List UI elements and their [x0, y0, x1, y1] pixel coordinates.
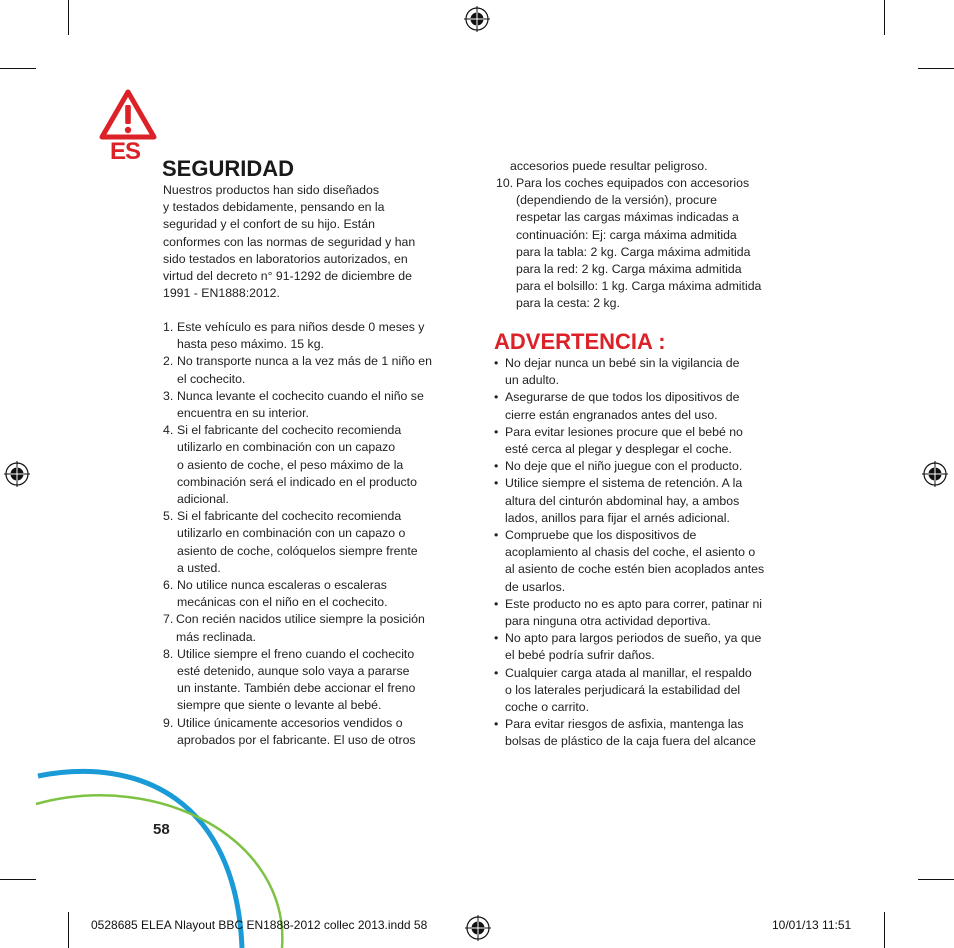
- safety-list: [163, 319, 463, 749]
- item-continuation: accesorios puede resultar peligroso.: [510, 159, 708, 173]
- item-line: mecánicas con el niño en el cochecito.: [177, 595, 388, 610]
- bullet-symbol: •: [494, 459, 499, 474]
- bullet-line: Para evitar lesiones procure que el bebé no: [505, 424, 743, 439]
- registration-mark-icon: [922, 461, 948, 487]
- item-line: utilizarlo en combinación con un capazo: [177, 440, 396, 455]
- item-line: adicional.: [177, 492, 229, 507]
- item-line: para la tabla: 2 kg. Carga máxima admitida: [516, 244, 751, 259]
- item-line: Nunca levante el cochecito cuando el niño se: [177, 388, 424, 403]
- advertencia-heading: ADVERTENCIA :: [494, 329, 666, 354]
- item-line: para la red: 2 kg. Carga máxima admitida: [516, 262, 742, 277]
- item-line: continuación: Ej: carga máxima admitida: [516, 227, 737, 242]
- registration-mark-icon: [4, 461, 30, 487]
- bullet-line: Para evitar riesgos de asfixia, mantenga las: [505, 717, 744, 732]
- bullet-line: Utilice siempre el sistema de retención. A la: [505, 476, 743, 491]
- item-line: Para los coches equipados con accesorios: [516, 176, 750, 190]
- list-item: [163, 353, 463, 387]
- item-line: Utilice siempre el freno cuando el cochecito: [177, 646, 415, 661]
- page-number: 58: [153, 821, 170, 838]
- bullet-line: esté cerca al plegar y desplegar el coche.: [505, 442, 732, 457]
- list-item: [163, 715, 463, 749]
- intro-line: Nuestros productos han sido diseñados: [163, 183, 380, 197]
- list-item: [163, 388, 463, 422]
- registration-mark-icon: [464, 6, 490, 32]
- bullet-line: Este producto no es apto para correr, patinar ni: [505, 596, 763, 611]
- crop-mark: [918, 68, 954, 69]
- list-item: [163, 611, 463, 645]
- item-line: siempre que siente o levante al bebé.: [177, 698, 382, 713]
- item-line: para la cesta: 2 kg.: [516, 296, 620, 311]
- intro-line: seguridad y el confort de su hijo. Están: [163, 217, 375, 232]
- bullet-line: coche o carrito.: [505, 700, 590, 715]
- file-info: 0528685 ELEA Nlayout BBC EN1888-2012 collec 2013.indd 58: [91, 918, 428, 932]
- item-line: No transporte nunca a la vez más de 1 niño en: [177, 354, 432, 369]
- item-line: para el bolsillo: 1 kg. Carga máxima admitida: [516, 279, 762, 294]
- bullet-item: [494, 596, 804, 630]
- item-line: a usted.: [177, 560, 221, 575]
- list-item: [496, 175, 801, 313]
- intro-paragraph: [163, 182, 453, 302]
- crop-mark: [68, 0, 69, 35]
- bullet-item: [494, 424, 804, 458]
- list-item: [163, 319, 463, 353]
- date-time: 10/01/13 11:51: [772, 918, 852, 932]
- bullet-symbol: •: [494, 596, 499, 611]
- intro-line: virtud del decreto n° 91-1292 de diciembre de: [163, 269, 412, 284]
- crop-mark: [884, 912, 885, 948]
- item-line: Utilice únicamente accesorios vendidos o: [177, 715, 403, 730]
- bullet-item: [494, 665, 804, 717]
- bullet-item: [494, 475, 804, 527]
- item-number: 6.: [163, 578, 174, 593]
- crop-mark: [0, 68, 36, 69]
- item-line: Si el fabricante del cochecito recomienda: [177, 509, 402, 524]
- warning-bullet-list: [494, 355, 804, 751]
- language-code: ES: [110, 138, 141, 165]
- bullet-line: cierre están engranados antes del uso.: [505, 407, 718, 422]
- item-line: un instante. También debe accionar el freno: [177, 681, 416, 696]
- item-number: 5.: [163, 509, 174, 524]
- bullet-line: para ninguna otra actividad deportiva.: [505, 614, 711, 629]
- intro-line: 1991 - EN1888:2012.: [163, 286, 280, 301]
- bullet-line: Compruebe que los dispositivos de: [505, 528, 697, 543]
- bullet-line: Asegurarse de que todos los dipositivos de: [505, 390, 740, 405]
- bullet-line: bolsas de plástico de la caja fuera del alcance: [505, 734, 756, 749]
- item-line: esté detenido, aunque solo vaya a pararse: [177, 664, 410, 679]
- intro-line: conformes con las normas de seguridad y han: [163, 234, 416, 249]
- bullet-symbol: •: [494, 356, 499, 370]
- list-item: [163, 508, 463, 577]
- item-number: 10.: [496, 176, 514, 190]
- warning-triangle-icon: [99, 89, 157, 141]
- item-line: utilizarlo en combinación con un capazo o: [177, 526, 406, 541]
- registration-mark-icon: [465, 915, 491, 941]
- item-number: 7.: [163, 612, 174, 627]
- item-line: más reclinada.: [176, 629, 256, 644]
- bullet-line: lados, anillos para fijar el arnés adicional.: [505, 510, 730, 525]
- bullet-line: el bebé podría sufrir daños.: [505, 648, 655, 663]
- list-item: [163, 422, 463, 508]
- bullet-symbol: •: [494, 717, 499, 732]
- item-line: el cochecito.: [177, 371, 246, 386]
- item-number: 8.: [163, 646, 174, 661]
- item-line: Este vehículo es para niños desde 0 meses y: [177, 320, 425, 334]
- bullet-item: [494, 527, 804, 596]
- item-line: No utilice nunca escaleras o escaleras: [177, 578, 387, 593]
- item-number: 9.: [163, 715, 174, 730]
- bullet-line: acoplamiento al chasis del coche, el asiento o: [505, 545, 756, 560]
- bullet-item: [494, 716, 804, 750]
- bullet-item: [494, 389, 804, 423]
- item-line: encuentra en su interior.: [177, 406, 309, 421]
- bullet-symbol: •: [494, 476, 499, 491]
- item-number: 4.: [163, 423, 174, 438]
- item-line: combinación será el indicado en el producto: [177, 474, 417, 489]
- item-line: asiento de coche, colóquelos siempre frente: [177, 543, 418, 558]
- list-item: [163, 646, 463, 715]
- intro-line: sido testados en laboratorios autorizados, en: [163, 251, 408, 266]
- intro-line: y testados debidamente, pensando en la: [163, 200, 385, 215]
- item-number: 3.: [163, 388, 174, 403]
- crop-mark: [918, 879, 954, 880]
- bullet-line: Cualquier carga atada al manillar, el respaldo: [505, 665, 752, 680]
- item-line: o asiento de coche, el peso máximo de la: [177, 457, 404, 472]
- item-number: 1.: [163, 320, 174, 334]
- safety-list-continued: [496, 175, 801, 313]
- bullet-line: de usarlos.: [505, 579, 566, 594]
- crop-mark: [884, 0, 885, 35]
- bullet-line: al asiento de coche estén bien acoplados antes: [505, 562, 765, 577]
- seguridad-heading: SEGURIDAD: [162, 156, 295, 181]
- bullet-line: No dejar nunca un bebé sin la vigilancia de: [505, 356, 740, 370]
- bullet-line: No apto para largos periodos de sueño, ya que: [505, 631, 762, 646]
- bullet-item: [494, 630, 804, 664]
- bullet-line: No deje que el niño juegue con el producto.: [505, 459, 743, 474]
- bullet-symbol: •: [494, 631, 499, 646]
- bullet-symbol: •: [494, 390, 499, 405]
- bullet-symbol: •: [494, 528, 499, 543]
- bullet-symbol: •: [494, 424, 499, 439]
- item-line: respetar las cargas máximas indicadas a: [516, 210, 739, 225]
- bullet-item: [494, 458, 804, 475]
- item-line: Con recién nacidos utilice siempre la posición: [176, 612, 425, 627]
- item-line: Si el fabricante del cochecito recomienda: [177, 423, 402, 438]
- item-number: 2.: [163, 354, 174, 369]
- bullet-line: o los laterales perjudicará la estabilidad del: [505, 682, 741, 697]
- list-item: [163, 577, 463, 611]
- bullet-line: un adulto.: [505, 373, 560, 388]
- bullet-symbol: •: [494, 665, 499, 680]
- bullet-item: [494, 355, 804, 389]
- item-line: hasta peso máximo. 15 kg.: [177, 337, 324, 352]
- item-line: (dependiendo de la versión), procure: [516, 193, 717, 208]
- bullet-line: altura del cinturón abdominal hay, a ambos: [505, 493, 740, 508]
- item-line: aprobados por el fabricante. El uso de otros: [177, 732, 416, 747]
